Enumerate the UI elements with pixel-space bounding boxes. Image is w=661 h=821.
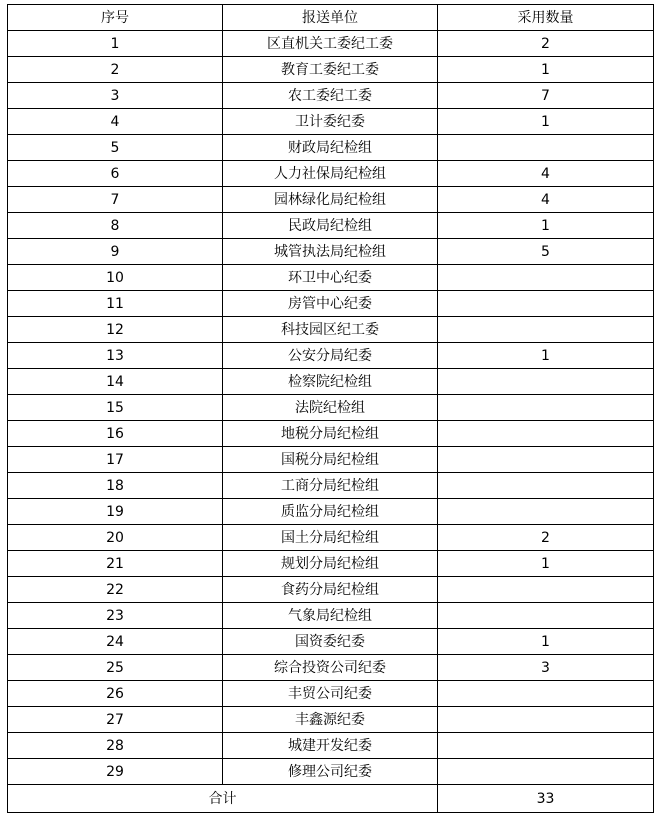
- table-row: [8, 421, 654, 447]
- table-row: [8, 239, 654, 265]
- table-row: [8, 109, 654, 135]
- cell-count: 3: [438, 655, 654, 681]
- cell-index: 8: [8, 213, 223, 239]
- cell-unit: 卫计委纪委: [223, 109, 438, 135]
- cell-index: 11: [8, 291, 223, 317]
- cell-index: 6: [8, 161, 223, 187]
- cell-unit: 人力社保局纪检组: [223, 161, 438, 187]
- cell-index: 7: [8, 187, 223, 213]
- cell-count: [438, 577, 654, 603]
- cell-index: 20: [8, 525, 223, 551]
- table-row: [8, 681, 654, 707]
- cell-unit: 科技园区纪工委: [223, 317, 438, 343]
- cell-index: 15: [8, 395, 223, 421]
- table-row: [8, 31, 654, 57]
- cell-count: 2: [438, 31, 654, 57]
- table-body: [8, 31, 654, 785]
- cell-index: 3: [8, 83, 223, 109]
- total-label: 合计: [8, 785, 438, 813]
- table-row: [8, 499, 654, 525]
- cell-unit: 国资委纪委: [223, 629, 438, 655]
- cell-unit: 工商分局纪检组: [223, 473, 438, 499]
- cell-unit: 法院纪检组: [223, 395, 438, 421]
- cell-index: 22: [8, 577, 223, 603]
- cell-count: [438, 681, 654, 707]
- table-row: [8, 135, 654, 161]
- table-row: [8, 265, 654, 291]
- cell-count: 1: [438, 213, 654, 239]
- cell-unit: 财政局纪检组: [223, 135, 438, 161]
- cell-unit: 城管执法局纪检组: [223, 239, 438, 265]
- cell-unit: 检察院纪检组: [223, 369, 438, 395]
- table-row: [8, 369, 654, 395]
- table-row: [8, 759, 654, 785]
- cell-index: 2: [8, 57, 223, 83]
- cell-unit: 丰贸公司纪委: [223, 681, 438, 707]
- table-row: [8, 603, 654, 629]
- header-unit: 报送单位: [223, 5, 438, 31]
- cell-index: 23: [8, 603, 223, 629]
- table-row: [8, 343, 654, 369]
- cell-index: 1: [8, 31, 223, 57]
- table-row: [8, 161, 654, 187]
- cell-unit: 丰鑫源纪委: [223, 707, 438, 733]
- cell-count: [438, 499, 654, 525]
- cell-count: [438, 707, 654, 733]
- table-row: [8, 187, 654, 213]
- table-row: [8, 577, 654, 603]
- table-row: [8, 213, 654, 239]
- cell-index: 24: [8, 629, 223, 655]
- table-header-row: [8, 5, 654, 31]
- cell-unit: 区直机关工委纪工委: [223, 31, 438, 57]
- total-count: 33: [438, 785, 654, 813]
- cell-index: 10: [8, 265, 223, 291]
- cell-count: [438, 135, 654, 161]
- table-row: [8, 707, 654, 733]
- header-index: 序号: [8, 5, 223, 31]
- cell-count: [438, 317, 654, 343]
- cell-index: 4: [8, 109, 223, 135]
- cell-count: 1: [438, 629, 654, 655]
- cell-index: 21: [8, 551, 223, 577]
- total-row: [8, 785, 654, 813]
- cell-count: 1: [438, 551, 654, 577]
- cell-index: 18: [8, 473, 223, 499]
- table-row: [8, 733, 654, 759]
- cell-count: [438, 447, 654, 473]
- cell-index: 26: [8, 681, 223, 707]
- table-row: [8, 629, 654, 655]
- cell-count: [438, 733, 654, 759]
- cell-count: [438, 759, 654, 785]
- cell-unit: 公安分局纪委: [223, 343, 438, 369]
- cell-count: [438, 395, 654, 421]
- cell-index: 13: [8, 343, 223, 369]
- table-row: [8, 291, 654, 317]
- cell-index: 9: [8, 239, 223, 265]
- table-row: [8, 395, 654, 421]
- cell-count: 2: [438, 525, 654, 551]
- table-row: [8, 525, 654, 551]
- cell-unit: 环卫中心纪委: [223, 265, 438, 291]
- cell-count: 5: [438, 239, 654, 265]
- cell-unit: 规划分局纪检组: [223, 551, 438, 577]
- cell-unit: 质监分局纪检组: [223, 499, 438, 525]
- table-row: [8, 447, 654, 473]
- cell-count: [438, 473, 654, 499]
- submission-count-table: [7, 4, 654, 813]
- cell-count: 7: [438, 83, 654, 109]
- cell-unit: 农工委纪工委: [223, 83, 438, 109]
- cell-index: 19: [8, 499, 223, 525]
- table-row: [8, 57, 654, 83]
- table-row: [8, 655, 654, 681]
- cell-unit: 房管中心纪委: [223, 291, 438, 317]
- cell-index: 17: [8, 447, 223, 473]
- cell-unit: 国税分局纪检组: [223, 447, 438, 473]
- cell-count: 1: [438, 57, 654, 83]
- table-row: [8, 317, 654, 343]
- cell-count: [438, 291, 654, 317]
- cell-index: 28: [8, 733, 223, 759]
- cell-count: [438, 421, 654, 447]
- table-row: [8, 473, 654, 499]
- cell-unit: 民政局纪检组: [223, 213, 438, 239]
- cell-unit: 国土分局纪检组: [223, 525, 438, 551]
- cell-index: 14: [8, 369, 223, 395]
- cell-unit: 城建开发纪委: [223, 733, 438, 759]
- cell-count: [438, 369, 654, 395]
- cell-count: [438, 265, 654, 291]
- cell-unit: 园林绿化局纪检组: [223, 187, 438, 213]
- cell-count: 1: [438, 109, 654, 135]
- cell-index: 12: [8, 317, 223, 343]
- cell-count: [438, 603, 654, 629]
- cell-count: 4: [438, 161, 654, 187]
- cell-unit: 综合投资公司纪委: [223, 655, 438, 681]
- cell-index: 5: [8, 135, 223, 161]
- cell-unit: 食药分局纪检组: [223, 577, 438, 603]
- cell-index: 16: [8, 421, 223, 447]
- cell-count: 4: [438, 187, 654, 213]
- cell-index: 25: [8, 655, 223, 681]
- cell-unit: 地税分局纪检组: [223, 421, 438, 447]
- table-row: [8, 83, 654, 109]
- cell-count: 1: [438, 343, 654, 369]
- cell-unit: 修理公司纪委: [223, 759, 438, 785]
- table-row: [8, 551, 654, 577]
- cell-unit: 教育工委纪工委: [223, 57, 438, 83]
- cell-index: 27: [8, 707, 223, 733]
- header-count: 采用数量: [438, 5, 654, 31]
- cell-unit: 气象局纪检组: [223, 603, 438, 629]
- cell-index: 29: [8, 759, 223, 785]
